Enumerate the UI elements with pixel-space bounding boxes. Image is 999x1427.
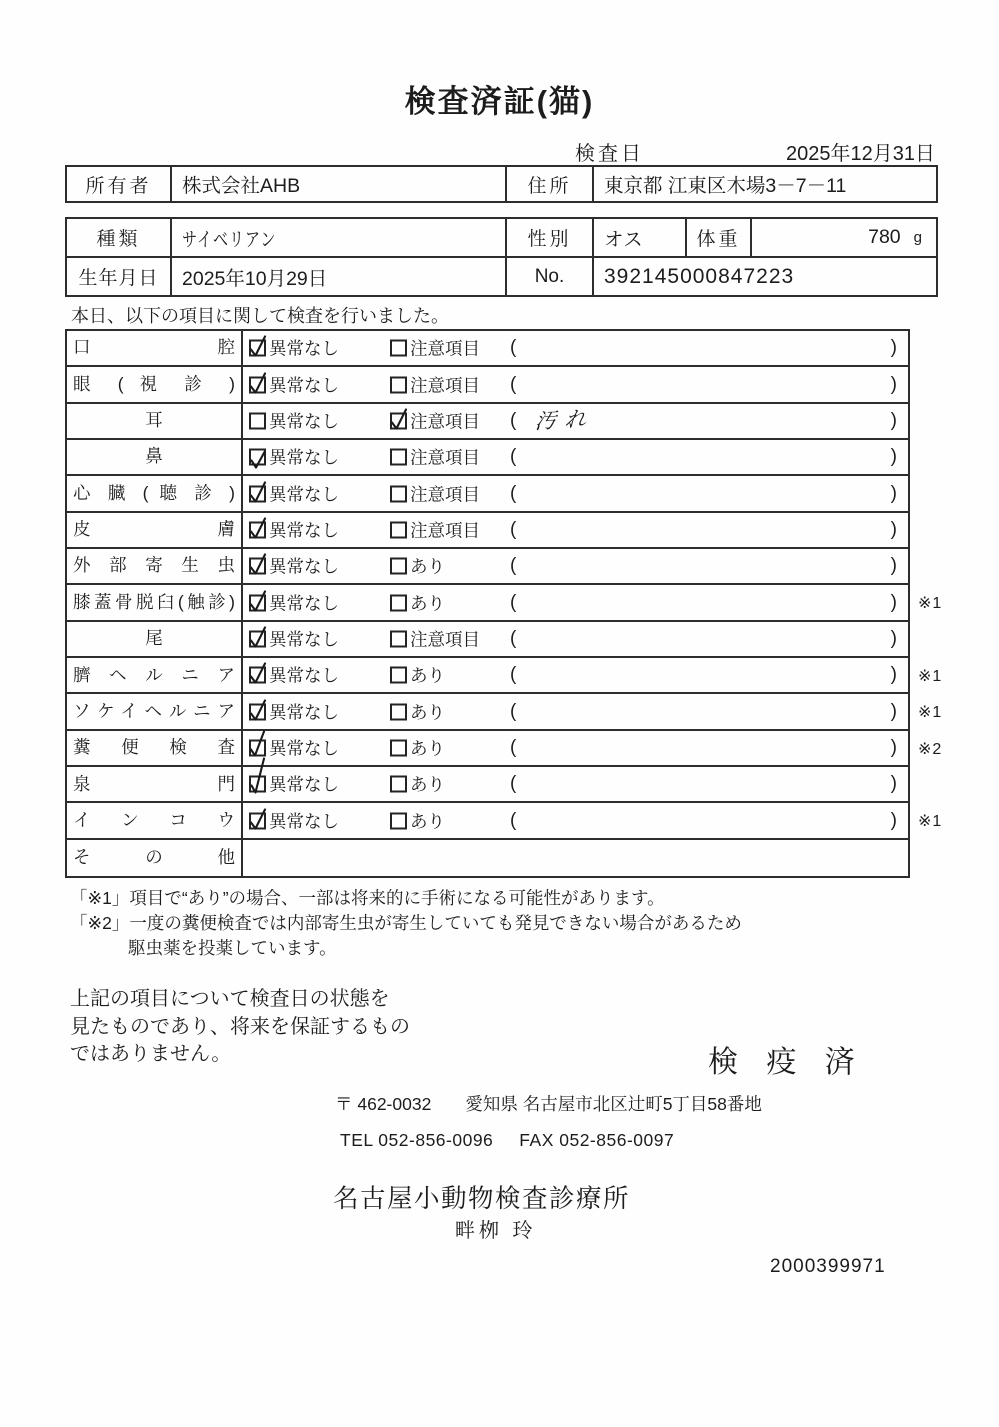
exam-item-label: 耳 [145,410,163,431]
footnote-mark: ※1 [918,813,943,831]
id-number-value: 392145000847223 [592,258,936,295]
paren-close-icon: ) [890,409,897,431]
option-no-abnormality [249,590,339,615]
weight-value: 780 g [750,219,936,256]
exam-item-label: そ の 他 [73,847,235,868]
footnote-2: 「※2」一度の糞便検査では内部寄生虫が寄生していても発見できない場合があるため [70,913,742,933]
option-label: 注意項目 [410,520,480,541]
option-label: 異常なし [269,593,339,614]
exam-row [67,549,908,585]
checkbox-icon [390,521,407,538]
option-label: 異常なし [269,375,339,396]
paren-open-icon: ( [510,773,517,795]
checkbox-icon [249,594,266,611]
breed-value: サイベリアン [170,219,505,256]
exam-row [67,404,908,440]
option-label: あり [410,738,445,759]
checkbox-icon [249,667,266,684]
paren-close-icon: ) [890,664,897,686]
option-label: 注意項目 [410,338,480,359]
exam-item-label: 鼻 [145,446,163,467]
paren-open-icon: ( [510,373,517,395]
disclaimer-line: 見たものであり、将来を保証するもの [70,1015,410,1038]
checkbox-icon [390,485,407,502]
exam-item-label: 外 部 寄 生 虫 [73,555,235,576]
checkbox-icon [390,812,407,829]
option-label: 異常なし [269,811,339,832]
exam-row [67,476,908,512]
paren-close-icon: ) [890,700,897,722]
exam-item-label: 皮 膚 [73,519,235,540]
option-attention [390,735,445,760]
paren-open-icon: ( [510,518,517,540]
option-no-abnormality [249,372,339,397]
checkbox-icon [249,703,266,720]
option-no-abnormality [249,554,339,579]
option-label: あり [410,811,445,832]
option-no-abnormality [249,626,339,651]
birthdate-value: 2025年10月29日 [170,258,505,295]
exam-row [67,585,943,621]
paren-close-icon: ) [890,809,897,831]
option-no-abnormality [249,336,339,361]
checkbox-icon [249,412,266,429]
option-label: あり [410,593,445,614]
exam-item-label: 臍 ヘ ル ニ ア [73,664,235,685]
option-label: 異常なし [269,702,339,723]
option-no-abnormality [249,663,339,688]
exam-row [67,694,943,730]
checkbox-icon [390,776,407,793]
exam-row [67,731,943,767]
clinic-address-line [335,1091,762,1116]
paren-open-icon: ( [510,482,517,504]
checkbox-icon [390,558,407,575]
paren-open-icon: ( [510,809,517,831]
checkbox-icon [249,812,266,829]
checkbox-icon [249,521,266,538]
checkbox-icon [390,594,407,611]
exam-item-label: 糞 便 検 査 [73,737,235,758]
option-no-abnormality [249,445,339,470]
checkbox-icon [390,630,407,647]
paren-open-icon: ( [510,337,517,359]
option-label: 注意項目 [410,411,480,432]
checkbox-icon [249,376,266,393]
pet-table [65,217,938,297]
paren-close-icon: ) [890,518,897,540]
breed-label: 種類 [96,229,141,250]
option-label: あり [410,702,445,723]
paren-close-icon: ) [890,482,897,504]
sex-label: 性別 [505,219,592,256]
checkbox-icon [390,703,407,720]
exam-row [67,367,908,403]
exam-row [67,767,908,803]
exam-row [67,440,908,476]
exam-item-label: 心 臓 ( 聴 診 ) [73,482,235,503]
option-attention [390,772,445,797]
sex-value: オス [592,219,685,256]
checkbox-icon [249,340,266,357]
exam-item-label: 眼 ( 視 診 ) [73,373,235,394]
option-attention [390,481,480,506]
disclaimer-paragraph [70,986,410,1069]
exam-item-label: イ ン コ ウ [73,809,235,830]
option-no-abnormality [249,808,339,833]
option-label: 異常なし [269,774,339,795]
option-attention [390,445,480,470]
paren-open-icon: ( [510,627,517,649]
option-no-abnormality [249,481,339,506]
exam-item-label: 膝蓋骨脱臼(触診) [73,591,235,612]
checkbox-icon [249,485,266,502]
address-value: 東京都 江東区木場3－7－11 [592,167,936,201]
checkbox-icon [390,667,407,684]
clinic-address: 愛知県 名古屋市北区辻町5丁目58番地 [465,1094,762,1114]
paren-open-icon: ( [510,446,517,468]
paren-close-icon: ) [890,591,897,613]
option-label: 注意項目 [410,375,480,396]
option-no-abnormality [249,408,339,433]
option-attention [390,372,480,397]
exam-row [67,513,908,549]
option-attention [390,699,445,724]
exam-row [67,658,943,694]
option-label: 異常なし [269,520,339,541]
checkbox-icon [390,739,407,756]
option-label: 注意項目 [410,484,480,505]
exam-row [67,840,908,876]
paren-open-icon: ( [510,736,517,758]
option-label: 異常なし [269,665,339,686]
exam-row [67,331,908,367]
weight-label: 体重 [685,219,750,256]
id-number-label: No. [505,258,592,295]
clinic-contact-line [340,1130,674,1151]
exam-row [67,803,943,839]
clinic-name: 名古屋小動物検査診療所 [333,1185,631,1213]
exam-row [67,622,908,658]
paren-close-icon: ) [890,337,897,359]
option-attention [390,590,445,615]
option-label: 異常なし [269,411,339,432]
checkbox-icon [249,558,266,575]
owner-label: 所有者 [85,175,152,197]
option-attention [390,626,480,651]
option-label: 異常なし [269,447,339,468]
paren-open-icon: ( [510,664,517,686]
option-label: 異常なし [269,738,339,759]
option-attention [390,336,480,361]
option-label: あり [410,556,445,577]
footnote-mark: ※2 [918,740,943,758]
option-attention [390,663,445,688]
handwritten-note: 汚れ [533,407,596,434]
exam-item-label: ソケイヘルニア [73,700,235,721]
clinic-postal-code: 〒 462-0032 [335,1094,432,1114]
checkbox-icon [249,776,266,793]
option-attention [390,808,445,833]
disclaimer-line: ではありません。 [70,1043,232,1065]
paren-close-icon: ) [890,736,897,758]
exam-table [65,329,943,878]
paren-close-icon: ) [890,627,897,649]
serial-number: 2000399971 [770,1256,886,1277]
owner-value: 株式会社AHB [170,167,505,201]
paren-open-icon: ( [510,591,517,613]
footnote-mark: ※1 [918,704,943,722]
footnote-2-continued: 駆虫薬を投薬しています。 [128,938,337,958]
exam-item-label: 泉 門 [73,773,235,794]
exam-date-label: 検査日 [575,143,644,165]
paren-open-icon: ( [510,555,517,577]
clinic-fax: FAX 052-856-0097 [519,1130,675,1150]
checkbox-icon [249,630,266,647]
option-label: 異常なし [269,338,339,359]
owner-table [65,165,938,203]
option-label: 注意項目 [410,629,480,650]
option-no-abnormality [249,517,339,542]
paren-close-icon: ) [890,373,897,395]
option-label: 異常なし [269,484,339,505]
option-label: 異常なし [269,629,339,650]
exam-date-value: 2025年12月31日 [786,143,935,165]
footnote-mark: ※1 [918,668,943,686]
checkbox-icon [249,449,266,466]
option-no-abnormality [249,699,339,724]
checkbox-icon [390,376,407,393]
clinic-tel: TEL 052-856-0096 [340,1130,494,1150]
footnote-1: 「※1」項目で“あり”の場合、一部は将来的に手術になる可能性があります。 [70,888,665,908]
certificate-title: 検査済証(猫) [404,84,595,119]
checkbox-icon [390,412,407,429]
option-no-abnormality [249,772,339,797]
option-label: あり [410,774,445,795]
intro-text: 本日、以下の項目に関して検査を行いました。 [71,306,449,326]
exam-item-label: 口 腔 [73,337,235,358]
address-label: 住所 [505,167,592,201]
option-attention [390,517,480,542]
veterinarian-name: 畔栁 玲 [455,1220,537,1242]
footnote-mark: ※1 [918,595,943,613]
option-label: 異常なし [269,556,339,577]
paren-open-icon: ( [510,700,517,722]
paren-close-icon: ) [890,446,897,468]
checkbox-icon [390,340,407,357]
quarantine-stamp: 検 疫 済 [708,1046,865,1079]
disclaimer-line: 上記の項目について検査日の状態を [70,988,390,1010]
option-label: 注意項目 [410,447,480,468]
checkbox-icon [390,449,407,466]
option-attention [390,408,480,433]
exam-item-label: 尾 [145,628,163,649]
birthdate-label: 生年月日 [78,268,159,289]
paren-close-icon: ) [890,773,897,795]
paren-close-icon: ) [890,555,897,577]
option-attention [390,554,445,579]
paren-open-icon: ( [510,409,517,431]
weight-unit: g [913,229,922,246]
option-label: あり [410,665,445,686]
